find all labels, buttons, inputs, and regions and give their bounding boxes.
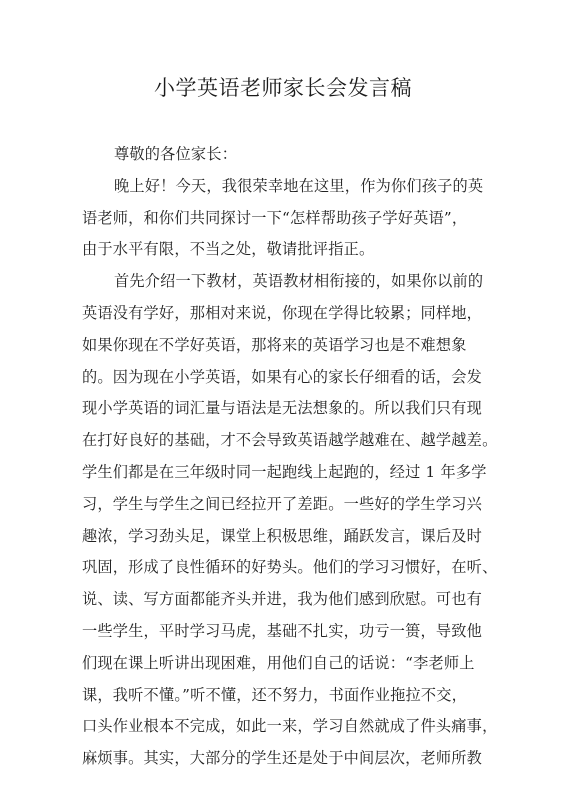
text-line: 一些学生，平时学习马虎，基础不扎实，功亏一篑，导致他 — [82, 621, 483, 640]
text-line: 学生们都是在三年级时同一起跑线上起跑的，经过 1 年多学 — [82, 462, 487, 481]
text-line: 首先介绍一下教材，英语教材相衔接的，如果你以前的 — [114, 272, 484, 291]
text-line: 晚上好！今天，我很荣幸地在这里，作为你们孩子的英 — [114, 176, 484, 195]
text-line: 英语没有学好，那相对来说，你现在学得比较累；同样地， — [82, 303, 483, 322]
text-line: 如果你现在不学好英语，那将来的英语学习也是不难想象 — [82, 335, 467, 354]
text-line: 课，我听不懂。”听不懂，还不努力，书面作业拖拉不交， — [82, 685, 468, 704]
text-line: 的。因为现在小学英语，如果有心的家长仔细看的话，会发 — [82, 367, 483, 386]
text-line: 们现在课上听讲出现困难，用他们自己的话说：“李老师上 — [82, 653, 475, 672]
text-line: 趣浓，学习劲头足，课堂上积极思维，踊跃发言，课后及时 — [82, 526, 483, 545]
text-line: 说、读、写方面都能齐头并进，我为他们感到欣慰。可也有 — [82, 590, 483, 609]
text-line: 现小学英语的词汇量与语法是无法想象的。所以我们只有现 — [82, 399, 483, 418]
document-body — [82, 139, 506, 775]
text-line: 习，学生与学生之间已经拉开了差距。一些好的学生学习兴 — [82, 494, 483, 513]
text-line: 巩固，形成了良性循环的好势头。他们的学习习惯好，在听、 — [82, 558, 498, 577]
text-line: 尊敬的各位家长： — [114, 145, 238, 163]
text-line: 麻烦事。其实，大部分的学生还是处于中间层次，老师所教 — [82, 749, 483, 768]
text-line: 语老师，和你们共同探讨一下“怎样帮助孩子学好英语”， — [82, 208, 468, 227]
document-title: 小学英语老师家长会发言稿 — [154, 76, 412, 100]
text-line: 口头作业根本不完成，如此一来，学习自然就成了件头痛事， — [82, 717, 498, 736]
text-line: 由于水平有限，不当之处，敬请批评指正。 — [82, 240, 375, 259]
text-line: 在打好良好的基础，才不会导致英语越学越难在、越学越差。 — [82, 431, 498, 450]
